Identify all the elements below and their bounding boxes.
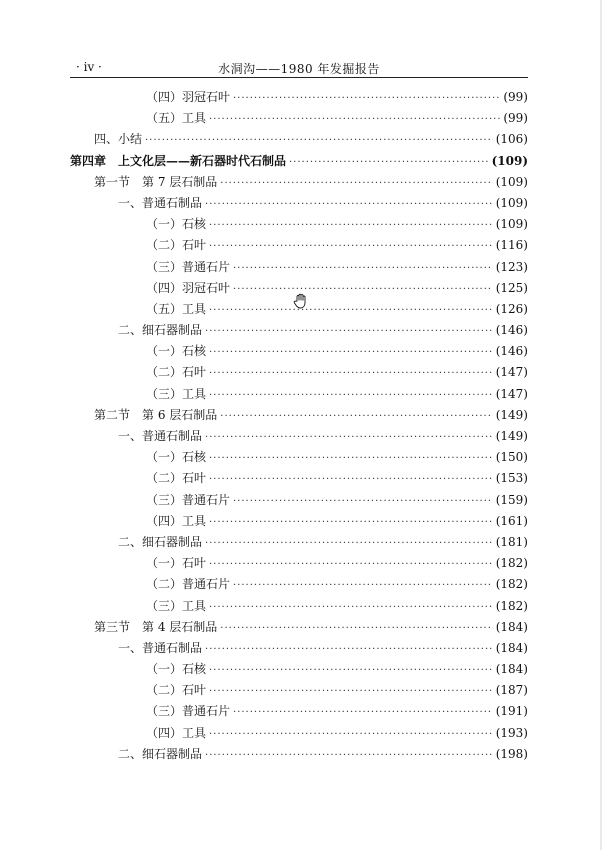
toc-entry-label: 第二节 第 6 层石制品 [94,407,218,422]
page-number: · iv · [76,60,102,74]
toc-entry-label: （四）羽冠石叶 [146,90,231,104]
toc-entry-page: (125) [495,280,528,295]
toc-entry-page: (123) [495,259,528,274]
dot-leader [205,326,493,337]
dot-leader [209,729,493,740]
toc-entry[interactable] [70,173,528,194]
dot-leader [233,707,493,718]
dot-leader [220,411,492,422]
toc-entry-label: （三）普通石片 [146,259,231,274]
toc-entry[interactable] [70,342,528,363]
dot-leader [209,686,493,697]
toc-entry[interactable] [70,597,528,618]
toc-entry-label: （一）石核 [146,344,207,359]
toc-entry[interactable] [70,258,528,279]
dot-leader [209,305,493,316]
dot-leader [209,602,493,613]
toc-entry[interactable] [70,618,528,639]
toc-entry-page: (109) [495,217,528,232]
toc-entry-page: (150) [495,450,528,465]
dot-leader [209,241,493,252]
hand-pointer-icon [292,292,310,310]
toc-entry-page: (184) [495,619,528,634]
toc-entry-label: （三）工具 [146,598,207,613]
dot-leader [209,390,493,401]
toc-entry-page: (182) [495,556,528,571]
toc-entry-page: (198) [495,746,528,761]
toc-entry-label: 一、普通石制品 [118,640,203,655]
toc-entry-page: (193) [495,725,528,740]
toc-entry-label: （三）普通石片 [146,704,231,719]
toc-entry-page: (182) [495,598,528,613]
toc-entry-label: 二、细石器制品 [118,746,203,761]
toc-entry-label: （一）石叶 [146,556,207,571]
dot-leader [209,665,493,676]
toc-entry-label: （三）工具 [146,386,207,401]
toc-entry-label: （二）石叶 [146,365,207,380]
dot-leader [209,368,493,379]
running-title: 水洞沟——1980 年发掘报告 [218,62,380,76]
dot-leader [209,559,493,570]
dot-leader [205,538,493,549]
dot-leader [289,157,489,168]
table-of-contents [70,88,528,766]
toc-entry-label: 第三节 第 4 层石制品 [94,619,218,634]
toc-entry-page: (146) [495,323,528,338]
toc-entry[interactable] [70,512,528,533]
dot-leader [220,178,492,189]
toc-entry-label: （一）石核 [146,217,207,232]
toc-entry[interactable] [70,130,528,151]
header-rule [70,77,528,78]
dot-leader [205,750,493,761]
dot-leader [205,199,493,210]
toc-entry[interactable] [70,88,528,109]
toc-entry[interactable] [70,660,528,681]
toc-entry-page: (99) [503,111,528,126]
toc-entry-label: 二、细石器制品 [118,534,203,549]
toc-entry[interactable] [70,491,528,512]
toc-entry-page: (184) [495,640,528,655]
toc-entry[interactable] [70,575,528,596]
toc-entry[interactable] [70,448,528,469]
toc-entry-page: (116) [495,238,528,253]
toc-entry[interactable] [70,236,528,257]
dot-leader [209,114,500,125]
toc-entry-page: (109) [495,195,528,210]
toc-entry-page: (99) [503,90,528,104]
toc-entry-label: 一、普通石制品 [118,429,203,443]
toc-entry-page: (182) [495,577,528,592]
toc-entry[interactable] [70,109,528,130]
toc-entry-label: （四）工具 [146,725,207,740]
dot-leader [233,496,493,507]
toc-entry-page: (161) [495,513,528,528]
toc-entry-page: (181) [495,534,528,549]
dot-leader [233,580,493,591]
toc-entry-label: （五）工具 [146,301,207,316]
toc-entry[interactable] [70,321,528,342]
toc-entry-label: （四）工具 [146,513,207,528]
dot-leader [233,93,500,104]
toc-entry-page: (149) [495,429,528,443]
toc-entry[interactable] [70,406,528,427]
toc-entry-label: 一、普通石制品 [118,195,203,210]
dot-leader [205,644,493,655]
toc-entry-label: （一）石核 [146,662,207,677]
toc-entry-label: （二）石叶 [146,683,207,698]
dot-leader [220,623,492,634]
toc-entry-page: (187) [495,683,528,698]
toc-entry-label: （二）石叶 [146,471,207,486]
toc-entry-label: （二）普通石片 [146,577,231,592]
running-header [70,58,528,76]
dot-leader [209,220,493,231]
dot-leader [233,284,493,295]
toc-entry-page: (191) [495,704,528,719]
toc-entry-label: 二、细石器制品 [118,323,203,338]
toc-entry[interactable] [70,745,528,766]
toc-entry-page: (109) [491,153,528,168]
toc-entry-page: (126) [495,301,528,316]
toc-entry[interactable] [70,639,528,660]
toc-entry[interactable] [70,363,528,384]
toc-entry-label: （三）普通石片 [146,492,231,507]
toc-entry-page: (146) [495,344,528,359]
toc-entry[interactable] [70,533,528,554]
toc-entry-page: (109) [495,174,528,189]
dot-leader [205,432,493,443]
toc-entry[interactable] [70,194,528,215]
toc-entry-page: (147) [495,386,528,401]
dot-leader [209,517,493,528]
toc-entry[interactable] [70,724,528,745]
dot-leader [209,474,493,485]
dot-leader [209,347,493,358]
toc-entry-page: (106) [495,132,528,147]
toc-entry-label: 四、小结 [94,132,143,147]
dot-leader [233,263,493,274]
toc-entry-label: （四）羽冠石叶 [146,280,231,295]
toc-entry[interactable] [70,427,528,448]
toc-entry[interactable] [70,554,528,575]
toc-entry-page: (159) [495,492,528,507]
toc-entry-page: (153) [495,471,528,486]
toc-entry[interactable] [70,469,528,490]
toc-entry-label: （一）石核 [146,450,207,465]
dot-leader [209,453,493,464]
toc-entry[interactable] [70,702,528,723]
toc-chapter-entry[interactable] [70,152,528,173]
dot-leader [145,135,493,146]
toc-entry[interactable] [70,681,528,702]
toc-entry-label: 第四章 上文化层——新石器时代石制品 [70,153,287,168]
toc-entry-label: （二）石叶 [146,238,207,253]
toc-entry-page: (184) [495,662,528,677]
toc-entry[interactable] [70,215,528,236]
toc-entry-page: (149) [495,407,528,422]
toc-entry-page: (147) [495,365,528,380]
toc-entry-label: 第一节 第 7 层石制品 [94,174,218,189]
toc-entry[interactable] [70,385,528,406]
toc-entry-label: （五）工具 [146,111,207,126]
